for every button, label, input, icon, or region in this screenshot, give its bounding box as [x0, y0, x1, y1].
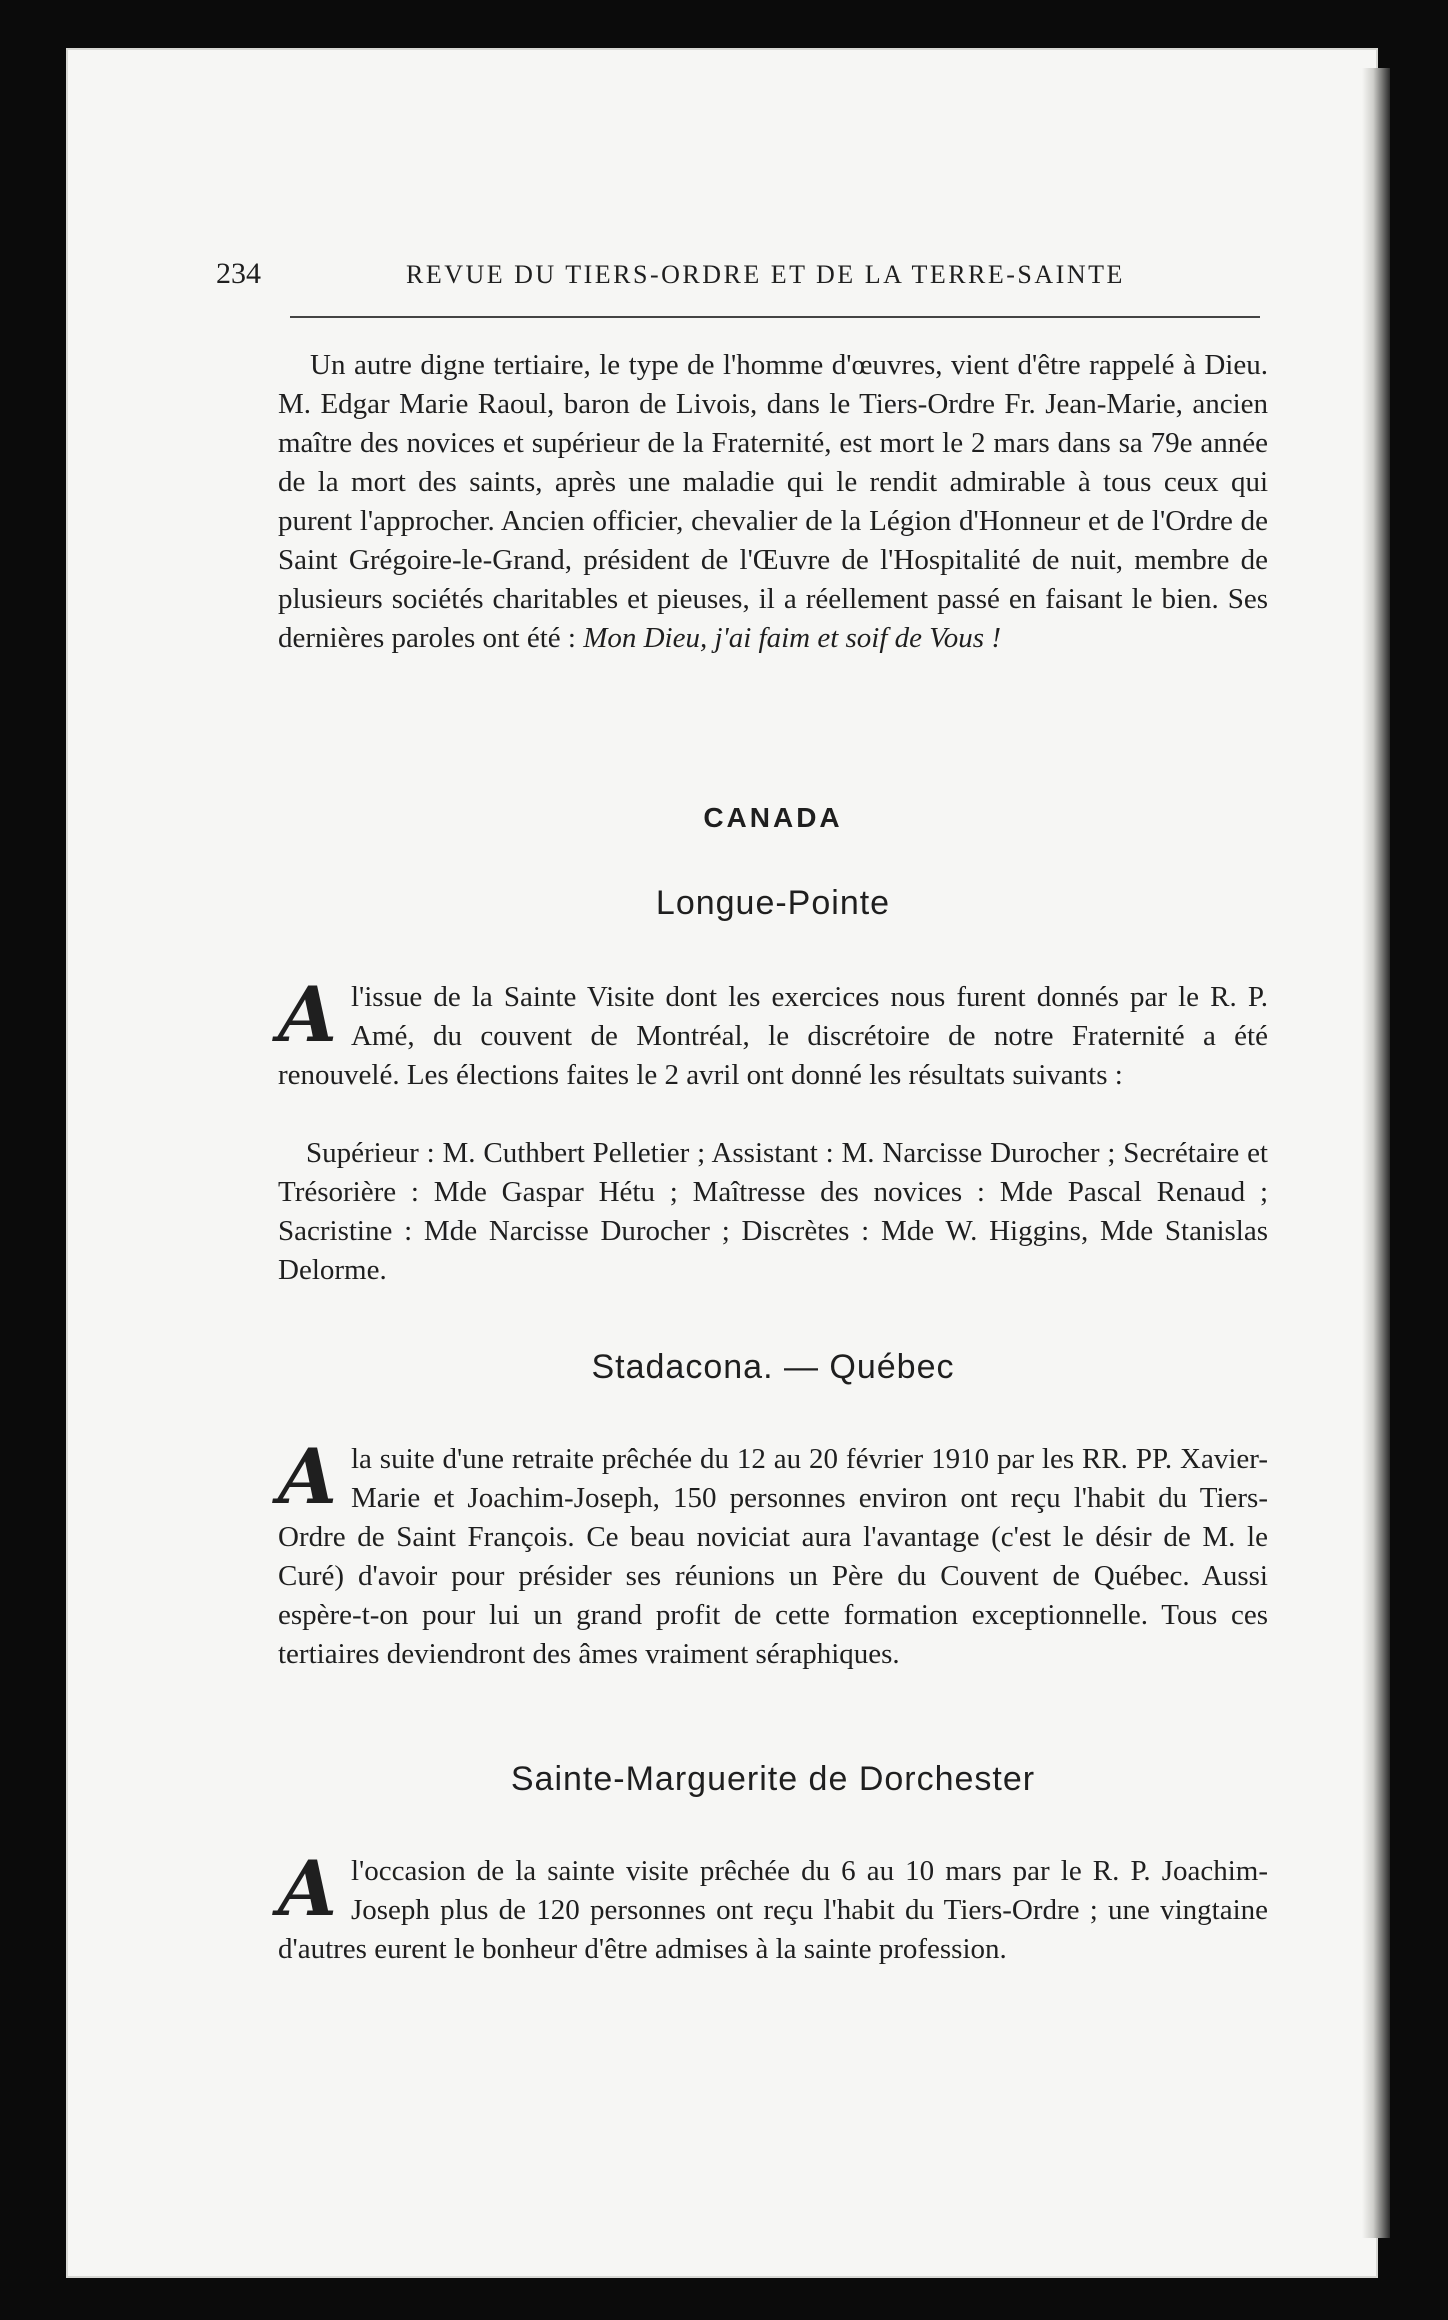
- running-title: REVUE DU TIERS-ORDRE ET DE LA TERRE-SAINTE: [406, 260, 1125, 289]
- dorchester-text: l'occasion de la sainte visite prêchée du 6 au 10 mars par le R. P. Joachim-Joseph plus de 120 personnes ont reçu l'habit du Tiers-Ordre ; une vingtaine d'autres eurent le bonheur d'être admises à la sainte profession.: [278, 1855, 1268, 1965]
- page-number: 234: [216, 257, 261, 290]
- stadacona-text: la suite d'une retraite prêchée du 12 au 20 février 1910 par les RR. PP. Xavier-Marie et Joachim-Joseph, 150 personnes environ ont reçu l'habit du Tiers-Ordre de Saint François. Ce beau noviciat aura l'avantage (c'est le désir de M. le Curé) d'avoir pour présider ses réunions un Père du Couvent de Québec. Aussi espère-t-on pour lui un grand profit de cette formation exceptionnelle. Tous ces tertiaires deviendront des âmes vraiment séraphiques.: [278, 1443, 1268, 1670]
- intro-text: Un autre digne tertiaire, le type de l'homme d'œuvres, vient d'être rappelé à Dieu. M. Edgar Marie Raoul, baron de Livois, dans le Tiers-Ordre Fr. Jean-Marie, ancien maître des novices et supérieur de la Fraternité, est mort le 2 mars dans sa 79e année de la mort des saints, après une maladie qui le rendit admirable à tous ceux qui purent l'approcher. Ancien officier, chevalier de la Légion d'Honneur et de l'Ordre de Saint Grégoire-le-Grand, président de l'Œuvre de l'Hospitalité de nuit, membre de plusieurs sociétés charitables et pieuses, il a réellement passé en faisant le bien. Ses dernières paroles ont été :: [278, 349, 1268, 654]
- officers-list: Supérieur : M. Cuthbert Pelletier ; Assistant : M. Narcisse Durocher ; Secrétaire et Trésorière : Mde Gaspar Hétu ; Maîtresse des novices : Mde Pascal Renaud ; Sacristine : Mde Narcisse Durocher ; Discrètes : Mde W. Higgins, Mde Stanislas Delorme.: [278, 1137, 1268, 1286]
- heading-stadacona: Stadacona. — Québec: [591, 1348, 955, 1386]
- intro-quote: Mon Dieu, j'ai faim et soif de Vous !: [583, 622, 1001, 654]
- page-header: [216, 257, 1256, 297]
- heading-longue-pointe: Longue-Pointe: [655, 884, 891, 922]
- dorchester-paragraph: [278, 1844, 1268, 1969]
- drop-initial: A: [278, 1844, 337, 1933]
- longue-pointe-paragraph: [278, 970, 1268, 1095]
- drop-initial: A: [278, 970, 337, 1059]
- drop-initial: A: [278, 1432, 337, 1521]
- section-title: CANADA: [703, 802, 843, 833]
- stadacona-paragraph: [278, 1432, 1268, 1674]
- heading-dorchester: Sainte-Marguerite de Dorchester: [510, 1760, 1036, 1798]
- header-rule: [290, 316, 1260, 318]
- longue-pointe-text: l'issue de la Sainte Visite dont les exercices nous furent donnés par le R. P. Amé, du couvent de Montréal, le discrétoire de notre Fraternité a été renouvelé. Les élections faites le 2 avril ont donné les résultats suivants :: [278, 981, 1268, 1091]
- intro-paragraph: [278, 346, 1268, 658]
